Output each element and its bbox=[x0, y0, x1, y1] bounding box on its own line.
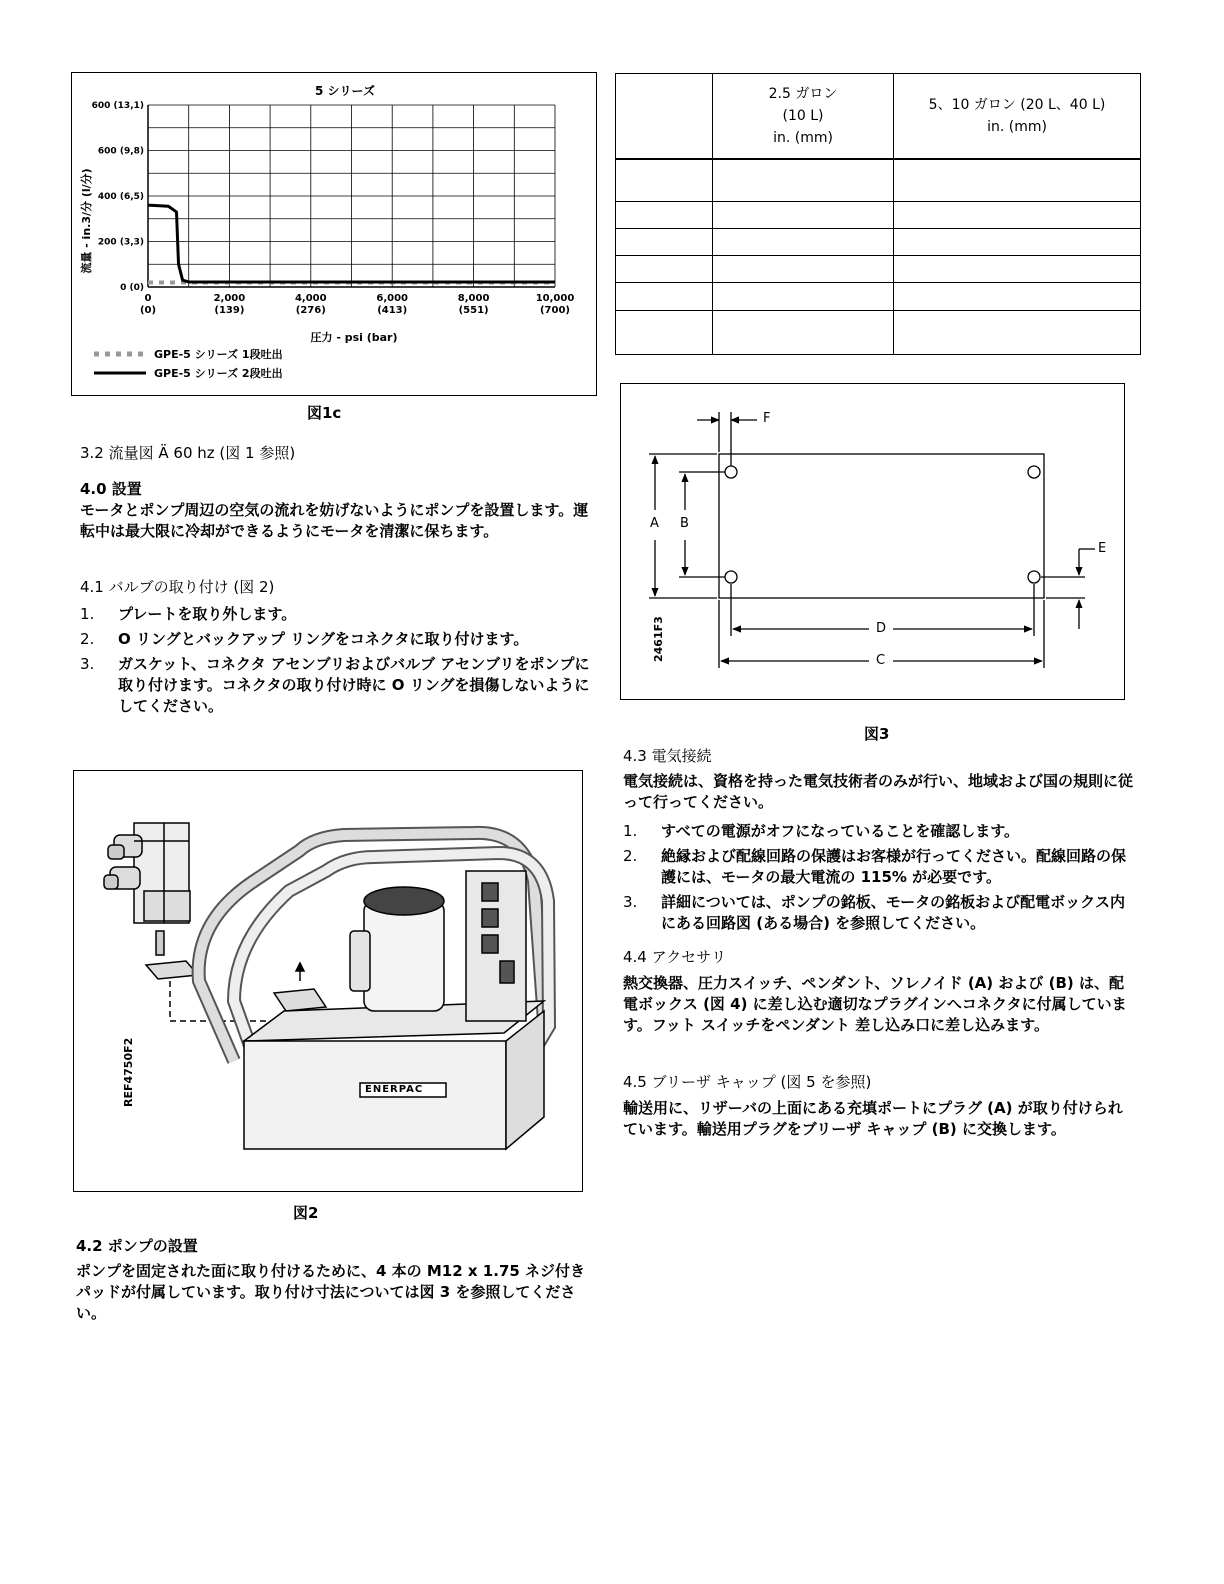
mounting-diagram bbox=[621, 384, 1124, 699]
section-4-4-body: 熱交換器、圧力スイッチ、ペンダント、ソレノイド (A) および (B) は、配電ボックス (図 4) に差し込む適切なプラグインへコネクタに付属しています。フット スイッチをペンダント 差し込み口に差し込みます。 bbox=[623, 974, 1127, 1034]
x-tick-sublabel: (700) bbox=[539, 305, 571, 316]
figure2-frame bbox=[73, 770, 583, 1192]
dim-label-f: F bbox=[763, 411, 771, 426]
figure1c-frame bbox=[71, 72, 597, 396]
mount-hole bbox=[1028, 466, 1040, 478]
table-cell bbox=[713, 201, 894, 228]
table-cell bbox=[616, 256, 713, 283]
list-number: 2. bbox=[623, 847, 638, 865]
table-row bbox=[616, 310, 1141, 354]
x-tick-label: 10,000 bbox=[535, 293, 575, 304]
figure3-code: 2461F3 bbox=[652, 616, 665, 662]
x-tick-sublabel: (276) bbox=[295, 305, 326, 316]
section-4-0-body: モータとポンプ周辺の空気の流れを妨げないようにポンプを設置します。運転中は最大限に冷却ができるようにモータを清潔に保ちます。 bbox=[80, 501, 589, 540]
list-number: 2. bbox=[80, 630, 95, 648]
legend-label-solid: GPE-5 シリーズ 2段吐出 bbox=[154, 367, 283, 380]
mount-hole bbox=[725, 571, 737, 583]
brand-label-text: ENERPAC bbox=[365, 1084, 424, 1095]
section-4-2-body: ポンプを固定された面に取り付けるために、4 本の M12 x 1.75 ネジ付きパッドが付属しています。取り付け寸法については図 3 を参照してください。 bbox=[76, 1262, 586, 1322]
table-row bbox=[616, 229, 1141, 256]
x-tick-sublabel: (551) bbox=[458, 305, 489, 316]
y-tick-label: 600 (13,1) bbox=[91, 101, 144, 111]
table-cell bbox=[894, 256, 1141, 283]
x-tick-sublabel: (139) bbox=[214, 305, 245, 316]
chart-title: 5 シリーズ bbox=[315, 84, 375, 98]
table-cell bbox=[713, 283, 894, 310]
figure2-caption: 図2 bbox=[293, 1204, 319, 1222]
y-tick-label: 400 (6,5) bbox=[97, 192, 144, 202]
list-number: 3. bbox=[80, 655, 95, 673]
reservoir-side bbox=[506, 1011, 544, 1149]
section-4-0-heading: 4.0 設置 bbox=[80, 480, 142, 498]
list-item bbox=[623, 821, 1138, 842]
y-tick-label: 600 (9,8) bbox=[97, 146, 144, 157]
section-4-2-heading: 4.2 ポンプの設置 bbox=[76, 1237, 198, 1255]
motor-junction-box bbox=[350, 931, 370, 991]
x-tick-label: 6,000 bbox=[376, 293, 409, 304]
dim-label-e: E bbox=[1098, 541, 1107, 556]
table-cell bbox=[616, 159, 713, 201]
table-cell bbox=[894, 283, 1141, 310]
section-4-3-heading: 4.3 電気接続 bbox=[623, 747, 712, 765]
figure2-code: REF4750F2 bbox=[122, 1037, 135, 1107]
figure3-frame bbox=[620, 383, 1125, 700]
table-header-cell: 2.5 ガロン (10 L) in. (mm) bbox=[713, 74, 894, 160]
list-number: 1. bbox=[80, 605, 95, 623]
dimension-table bbox=[615, 73, 1141, 355]
connector-part bbox=[156, 931, 164, 955]
table-header-cell bbox=[616, 74, 713, 160]
list-item bbox=[623, 892, 1138, 934]
section-4-3-body: 電気接続は、資格を持った電気技術者のみが行い、地域および国の規則に従って行ってください。 bbox=[623, 772, 1134, 811]
list-text: O リングとバックアップ リングをコネクタに取り付けます。 bbox=[118, 630, 529, 648]
table-cell bbox=[894, 201, 1141, 228]
table-cell bbox=[894, 310, 1141, 354]
x-tick-sublabel: (0) bbox=[139, 305, 157, 316]
table-cell bbox=[616, 229, 713, 256]
gasket-part bbox=[146, 961, 198, 979]
motor-fan-cap bbox=[364, 887, 444, 915]
table-cell bbox=[713, 229, 894, 256]
section-3-2-heading: 3.2 流量図 Ä 60 hz (図 1 参照) bbox=[80, 444, 296, 462]
table-row bbox=[616, 201, 1141, 228]
x-tick-label: 8,000 bbox=[457, 293, 490, 304]
list-item bbox=[80, 629, 592, 650]
table-cell bbox=[616, 201, 713, 228]
mount-hole bbox=[725, 466, 737, 478]
y-tick-label: 0 (0) bbox=[120, 283, 144, 293]
table-cell bbox=[894, 229, 1141, 256]
chart-xlabel: 圧力 - psi (bar) bbox=[310, 331, 398, 344]
figure3-caption: 図3 bbox=[864, 725, 890, 743]
section-4-5-body: 輸送用に、リザーバの上面にある充填ポートにプラグ (A) が取り付けられています。輸送用プラグをブリーザ キャップ (B) に交換します。 bbox=[623, 1099, 1123, 1138]
x-tick-label: 0 bbox=[144, 293, 152, 304]
y-tick-label: 200 (3,3) bbox=[97, 237, 144, 248]
table-header-cell: 5、10 ガロン (20 L、40 L) in. (mm) bbox=[894, 74, 1141, 160]
section-4-4-heading: 4.4 アクセサリ bbox=[623, 948, 727, 966]
section-4-5-heading: 4.5 ブリーザ キャップ (図 5 を参照) bbox=[623, 1073, 872, 1091]
table-cell bbox=[894, 159, 1141, 201]
valve-install-steps bbox=[80, 604, 592, 717]
table-row bbox=[616, 256, 1141, 283]
table-cell bbox=[616, 283, 713, 310]
list-item bbox=[80, 654, 592, 717]
figure1c-caption: 図1c bbox=[307, 404, 342, 422]
list-number: 1. bbox=[623, 822, 638, 840]
x-tick-label: 4,000 bbox=[294, 293, 327, 304]
dim-label-d: D bbox=[876, 621, 887, 636]
table-cell bbox=[713, 159, 894, 201]
table-row bbox=[616, 159, 1141, 201]
list-text: すべての電源がオフになっていることを確認します。 bbox=[661, 822, 1020, 840]
cover-plate bbox=[274, 989, 326, 1011]
x-tick-label: 2,000 bbox=[213, 293, 246, 304]
valve-assembly bbox=[104, 823, 190, 923]
table-row bbox=[616, 283, 1141, 310]
chart-ylabel: 流量 - in.3/分 (l/分) bbox=[80, 168, 93, 274]
table-cell bbox=[713, 310, 894, 354]
electrical-steps bbox=[623, 821, 1138, 934]
table-cell bbox=[713, 256, 894, 283]
mount-hole bbox=[1028, 571, 1040, 583]
list-item bbox=[80, 604, 592, 625]
table-header-row bbox=[616, 74, 1141, 160]
list-text: 絶縁および配線回路の保護はお客様が行ってください。配線回路の保護には、モータの最大電流の 115% が必要です。 bbox=[661, 847, 1127, 886]
list-text: ガスケット、コネクタ アセンブリおよびバルブ アセンブリをポンプに取り付けます。コネクタの取り付け時に O リングを損傷しないようにしてください。 bbox=[118, 655, 590, 715]
pump-illustration bbox=[74, 771, 582, 1191]
flow-chart bbox=[72, 73, 596, 395]
x-tick-sublabel: (413) bbox=[377, 305, 408, 316]
base-outline bbox=[719, 454, 1044, 598]
legend-label-dotted: GPE-5 シリーズ 1段吐出 bbox=[154, 348, 283, 361]
dim-label-c: C bbox=[876, 653, 886, 668]
list-number: 3. bbox=[623, 893, 638, 911]
list-item bbox=[623, 846, 1138, 888]
motor-body bbox=[364, 901, 444, 1011]
list-text: 詳細については、ポンプの銘板、モータの銘板および配電ボックス内にある回路図 (ある場合) を参照してください。 bbox=[661, 893, 1125, 932]
section-4-1-heading: 4.1 バルブの取り付け (図 2) bbox=[80, 578, 275, 596]
list-text: プレートを取り外します。 bbox=[118, 605, 297, 623]
dim-label-b: B bbox=[680, 516, 689, 531]
dim-label-a: A bbox=[650, 516, 659, 531]
table-cell bbox=[616, 310, 713, 354]
